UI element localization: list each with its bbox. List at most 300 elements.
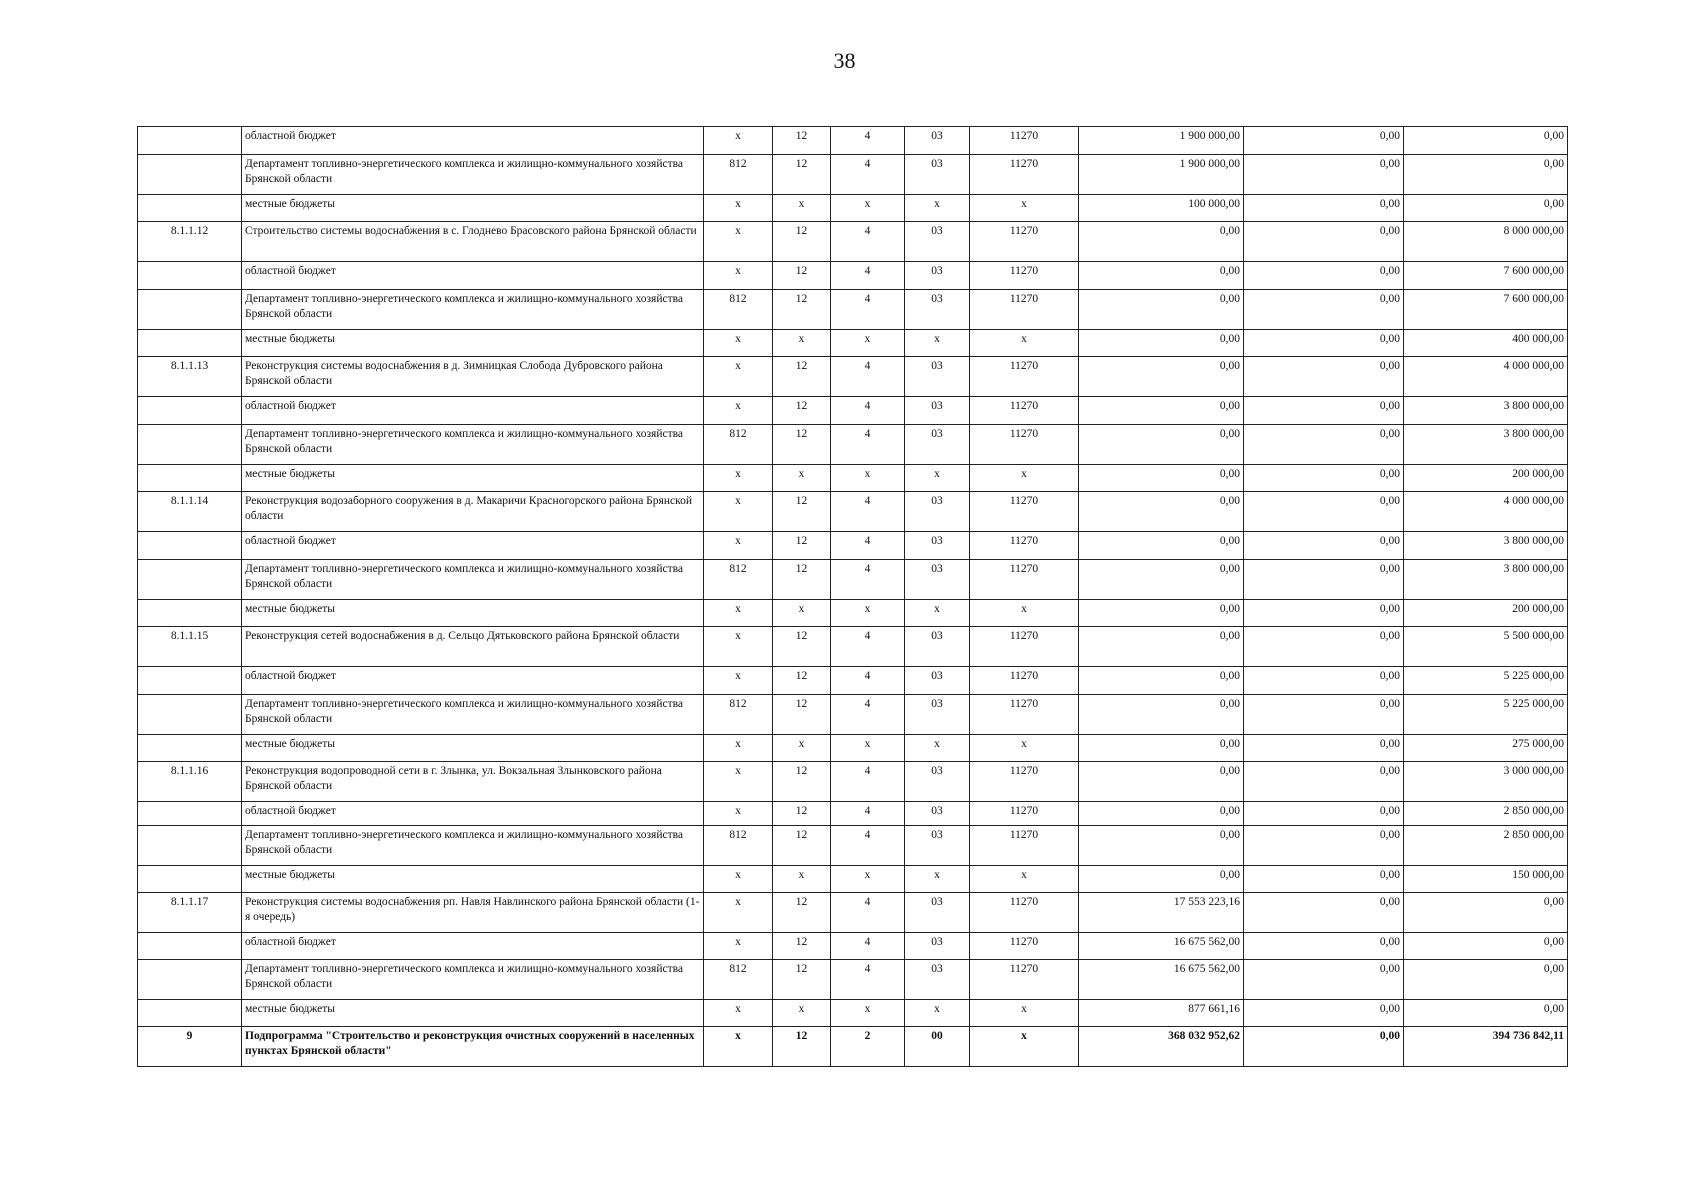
row-name: областной бюджет: [242, 667, 704, 695]
cell-amount-2: 0,00: [1244, 397, 1404, 425]
row-code: 8.1.1.14: [138, 492, 242, 532]
cell-amount-1: 0,00: [1079, 492, 1244, 532]
cell-amount-2: 0,00: [1244, 802, 1404, 826]
cell-amount-3: 0,00: [1404, 155, 1568, 195]
cell-amount-1: 0,00: [1079, 695, 1244, 735]
row-name: областной бюджет: [242, 802, 704, 826]
table-row: [138, 357, 1568, 397]
cell-vr: 11270: [970, 893, 1079, 933]
row-code: [138, 262, 242, 290]
cell-rz: 12: [773, 155, 831, 195]
cell-amount-1: 0,00: [1079, 762, 1244, 802]
cell-cs: 03: [905, 492, 970, 532]
row-name: Реконструкция водозаборного сооружения в д. Макаричи Красногорского района Брянской области: [242, 492, 704, 532]
cell-rz: 12: [773, 532, 831, 560]
cell-amount-2: 0,00: [1244, 127, 1404, 155]
cell-rz: 12: [773, 290, 831, 330]
row-code: 8.1.1.15: [138, 627, 242, 667]
cell-cs: 03: [905, 960, 970, 1000]
row-code: [138, 1000, 242, 1027]
cell-amount-1: 0,00: [1079, 627, 1244, 667]
row-name: областной бюджет: [242, 933, 704, 960]
cell-amount-1: 0,00: [1079, 866, 1244, 893]
cell-vr: х: [970, 465, 1079, 492]
cell-rz: х: [773, 1000, 831, 1027]
row-code: 9: [138, 1027, 242, 1067]
cell-amount-3: 0,00: [1404, 127, 1568, 155]
cell-amount-1: 0,00: [1079, 735, 1244, 762]
cell-vr: 11270: [970, 127, 1079, 155]
cell-amount-2: 0,00: [1244, 155, 1404, 195]
cell-cs: 03: [905, 290, 970, 330]
cell-amount-1: 0,00: [1079, 667, 1244, 695]
cell-amount-3: 0,00: [1404, 1000, 1568, 1027]
cell-gr: х: [704, 222, 773, 262]
cell-amount-2: 0,00: [1244, 826, 1404, 866]
page-number: 38: [833, 48, 856, 73]
table-row: [138, 425, 1568, 465]
row-code: [138, 330, 242, 357]
row-name: местные бюджеты: [242, 465, 704, 492]
cell-gr: х: [704, 933, 773, 960]
cell-rz: 12: [773, 667, 831, 695]
row-name: Реконструкция системы водоснабжения в д. Зимницкая Слобода Дубровского района Брянской области: [242, 357, 704, 397]
cell-vr: 11270: [970, 425, 1079, 465]
table-row: [138, 893, 1568, 933]
row-code: [138, 695, 242, 735]
table-row: [138, 826, 1568, 866]
cell-vr: 11270: [970, 397, 1079, 425]
row-code: [138, 397, 242, 425]
cell-rz: 12: [773, 893, 831, 933]
cell-amount-2: 0,00: [1244, 600, 1404, 627]
cell-amount-3: 7 600 000,00: [1404, 290, 1568, 330]
cell-gr: х: [704, 600, 773, 627]
row-name: Реконструкция сетей водоснабжения в д. Сельцо Дятьковского района Брянской области: [242, 627, 704, 667]
row-code: 8.1.1.13: [138, 357, 242, 397]
cell-vr: 11270: [970, 262, 1079, 290]
cell-rz: 12: [773, 560, 831, 600]
cell-cs: 03: [905, 425, 970, 465]
cell-amount-1: 368 032 952,62: [1079, 1027, 1244, 1067]
cell-cs: 03: [905, 397, 970, 425]
cell-amount-2: 0,00: [1244, 465, 1404, 492]
cell-cs: 03: [905, 222, 970, 262]
table-row: [138, 492, 1568, 532]
cell-gr: х: [704, 802, 773, 826]
cell-rz: 12: [773, 762, 831, 802]
row-name: Департамент топливно-энергетического комплекса и жилищно-коммунального хозяйства Брянской области: [242, 155, 704, 195]
cell-amount-1: 0,00: [1079, 425, 1244, 465]
cell-cs: х: [905, 735, 970, 762]
cell-rz: 12: [773, 1027, 831, 1067]
cell-amount-2: 0,00: [1244, 532, 1404, 560]
cell-gr: 812: [704, 695, 773, 735]
row-code: [138, 735, 242, 762]
cell-amount-2: 0,00: [1244, 357, 1404, 397]
cell-gr: 812: [704, 560, 773, 600]
table-body: [138, 127, 1568, 1067]
cell-pr: 4: [831, 290, 905, 330]
cell-rz: х: [773, 465, 831, 492]
cell-rz: 12: [773, 397, 831, 425]
row-code: [138, 826, 242, 866]
cell-pr: 4: [831, 960, 905, 1000]
cell-amount-2: 0,00: [1244, 667, 1404, 695]
cell-cs: 03: [905, 893, 970, 933]
cell-amount-3: 5 225 000,00: [1404, 695, 1568, 735]
table-row: [138, 735, 1568, 762]
cell-cs: х: [905, 1000, 970, 1027]
cell-cs: х: [905, 465, 970, 492]
cell-amount-3: 8 000 000,00: [1404, 222, 1568, 262]
cell-rz: 12: [773, 357, 831, 397]
row-name: Реконструкция водопроводной сети в г. Злынка, ул. Вокзальная Злынковского района Брянской области: [242, 762, 704, 802]
cell-cs: х: [905, 600, 970, 627]
cell-pr: 4: [831, 492, 905, 532]
cell-gr: х: [704, 667, 773, 695]
row-code: [138, 600, 242, 627]
cell-amount-3: 3 000 000,00: [1404, 762, 1568, 802]
cell-vr: 11270: [970, 357, 1079, 397]
row-name: местные бюджеты: [242, 330, 704, 357]
cell-gr: х: [704, 397, 773, 425]
cell-rz: 12: [773, 492, 831, 532]
cell-vr: 11270: [970, 933, 1079, 960]
cell-pr: 4: [831, 262, 905, 290]
table-row: [138, 667, 1568, 695]
cell-pr: х: [831, 1000, 905, 1027]
row-code: [138, 802, 242, 826]
row-name: Департамент топливно-энергетического комплекса и жилищно-коммунального хозяйства Брянской области: [242, 695, 704, 735]
cell-amount-3: 3 800 000,00: [1404, 425, 1568, 465]
cell-amount-2: 0,00: [1244, 425, 1404, 465]
row-code: [138, 425, 242, 465]
cell-cs: х: [905, 866, 970, 893]
cell-pr: 4: [831, 425, 905, 465]
table-row: [138, 195, 1568, 222]
cell-amount-1: 0,00: [1079, 357, 1244, 397]
table-row: [138, 933, 1568, 960]
cell-amount-2: 0,00: [1244, 762, 1404, 802]
cell-pr: х: [831, 735, 905, 762]
cell-rz: 12: [773, 222, 831, 262]
cell-pr: 4: [831, 627, 905, 667]
row-code: 8.1.1.16: [138, 762, 242, 802]
cell-vr: 11270: [970, 222, 1079, 262]
cell-amount-3: 2 850 000,00: [1404, 802, 1568, 826]
cell-amount-3: 200 000,00: [1404, 600, 1568, 627]
cell-cs: 03: [905, 532, 970, 560]
cell-gr: х: [704, 262, 773, 290]
cell-vr: х: [970, 1027, 1079, 1067]
cell-pr: 4: [831, 357, 905, 397]
row-name: местные бюджеты: [242, 195, 704, 222]
cell-rz: 12: [773, 960, 831, 1000]
cell-gr: х: [704, 1000, 773, 1027]
row-name: Департамент топливно-энергетического комплекса и жилищно-коммунального хозяйства Брянской области: [242, 826, 704, 866]
row-name: Подпрограмма "Строительство и реконструкция очистных сооружений в населенных пунктах Брянской области": [242, 1027, 704, 1067]
cell-amount-3: 4 000 000,00: [1404, 492, 1568, 532]
row-name: областной бюджет: [242, 532, 704, 560]
table-row: [138, 290, 1568, 330]
row-code: [138, 866, 242, 893]
cell-vr: 11270: [970, 667, 1079, 695]
cell-amount-3: 0,00: [1404, 195, 1568, 222]
table-row: [138, 222, 1568, 262]
cell-rz: 12: [773, 933, 831, 960]
cell-gr: 812: [704, 826, 773, 866]
row-code: [138, 933, 242, 960]
cell-amount-2: 0,00: [1244, 222, 1404, 262]
row-name: местные бюджеты: [242, 735, 704, 762]
table-row: [138, 762, 1568, 802]
row-name: Департамент топливно-энергетического комплекса и жилищно-коммунального хозяйства Брянской области: [242, 425, 704, 465]
cell-pr: 4: [831, 826, 905, 866]
row-code: [138, 560, 242, 600]
cell-vr: х: [970, 600, 1079, 627]
table-row: [138, 960, 1568, 1000]
cell-cs: 03: [905, 627, 970, 667]
cell-amount-1: 0,00: [1079, 802, 1244, 826]
cell-vr: 11270: [970, 290, 1079, 330]
cell-amount-1: 0,00: [1079, 826, 1244, 866]
row-code: [138, 667, 242, 695]
cell-amount-1: 0,00: [1079, 600, 1244, 627]
cell-amount-3: 3 800 000,00: [1404, 397, 1568, 425]
cell-cs: 03: [905, 262, 970, 290]
cell-gr: х: [704, 532, 773, 560]
cell-amount-3: 7 600 000,00: [1404, 262, 1568, 290]
cell-vr: 11270: [970, 492, 1079, 532]
cell-vr: 11270: [970, 627, 1079, 667]
table-row: [138, 127, 1568, 155]
row-name: областной бюджет: [242, 262, 704, 290]
cell-pr: 4: [831, 222, 905, 262]
row-name: местные бюджеты: [242, 866, 704, 893]
cell-rz: 12: [773, 695, 831, 735]
row-code: [138, 532, 242, 560]
cell-amount-1: 0,00: [1079, 262, 1244, 290]
table-row: [138, 155, 1568, 195]
cell-amount-2: 0,00: [1244, 1000, 1404, 1027]
cell-rz: х: [773, 600, 831, 627]
cell-cs: 03: [905, 802, 970, 826]
cell-amount-1: 0,00: [1079, 560, 1244, 600]
cell-amount-1: 0,00: [1079, 532, 1244, 560]
cell-vr: х: [970, 735, 1079, 762]
cell-cs: 03: [905, 357, 970, 397]
row-code: 8.1.1.17: [138, 893, 242, 933]
row-name: местные бюджеты: [242, 1000, 704, 1027]
cell-amount-1: 16 675 562,00: [1079, 960, 1244, 1000]
table-row: [138, 397, 1568, 425]
row-code: [138, 465, 242, 492]
row-code: [138, 155, 242, 195]
cell-vr: 11270: [970, 560, 1079, 600]
cell-cs: 03: [905, 667, 970, 695]
cell-amount-1: 16 675 562,00: [1079, 933, 1244, 960]
cell-gr: х: [704, 1027, 773, 1067]
cell-cs: 03: [905, 127, 970, 155]
cell-amount-1: 1 900 000,00: [1079, 127, 1244, 155]
table-row: [138, 1000, 1568, 1027]
row-name: областной бюджет: [242, 397, 704, 425]
cell-amount-2: 0,00: [1244, 866, 1404, 893]
cell-rz: х: [773, 866, 831, 893]
cell-amount-3: 394 736 842,11: [1404, 1027, 1568, 1067]
cell-gr: х: [704, 735, 773, 762]
cell-amount-2: 0,00: [1244, 492, 1404, 532]
cell-vr: 11270: [970, 532, 1079, 560]
row-code: [138, 960, 242, 1000]
cell-amount-2: 0,00: [1244, 195, 1404, 222]
cell-amount-3: 5 500 000,00: [1404, 627, 1568, 667]
cell-cs: х: [905, 195, 970, 222]
cell-amount-2: 0,00: [1244, 560, 1404, 600]
cell-gr: 812: [704, 960, 773, 1000]
cell-amount-2: 0,00: [1244, 695, 1404, 735]
cell-amount-1: 0,00: [1079, 290, 1244, 330]
table-row: [138, 802, 1568, 826]
cell-amount-1: 0,00: [1079, 330, 1244, 357]
cell-pr: 4: [831, 802, 905, 826]
cell-pr: 2: [831, 1027, 905, 1067]
cell-gr: х: [704, 330, 773, 357]
row-name: Реконструкция системы водоснабжения рп. Навля Навлинского района Брянской области (1-я очередь): [242, 893, 704, 933]
cell-amount-3: 150 000,00: [1404, 866, 1568, 893]
cell-amount-3: 200 000,00: [1404, 465, 1568, 492]
cell-rz: 12: [773, 826, 831, 866]
cell-cs: 03: [905, 155, 970, 195]
cell-pr: х: [831, 600, 905, 627]
cell-vr: 11270: [970, 155, 1079, 195]
cell-cs: 03: [905, 695, 970, 735]
cell-gr: х: [704, 357, 773, 397]
cell-cs: 03: [905, 560, 970, 600]
cell-pr: 4: [831, 155, 905, 195]
cell-amount-2: 0,00: [1244, 290, 1404, 330]
cell-vr: 11270: [970, 762, 1079, 802]
cell-gr: х: [704, 195, 773, 222]
cell-pr: 4: [831, 532, 905, 560]
table-row: [138, 262, 1568, 290]
cell-rz: х: [773, 735, 831, 762]
table-row: [138, 330, 1568, 357]
cell-gr: х: [704, 627, 773, 667]
cell-amount-3: 0,00: [1404, 933, 1568, 960]
cell-cs: 03: [905, 762, 970, 802]
cell-vr: х: [970, 195, 1079, 222]
cell-rz: х: [773, 330, 831, 357]
cell-pr: 4: [831, 397, 905, 425]
cell-cs: х: [905, 330, 970, 357]
cell-rz: 12: [773, 262, 831, 290]
cell-amount-3: 3 800 000,00: [1404, 560, 1568, 600]
table-row: [138, 532, 1568, 560]
cell-amount-3: 3 800 000,00: [1404, 532, 1568, 560]
row-code: [138, 290, 242, 330]
row-name: областной бюджет: [242, 127, 704, 155]
cell-amount-3: 0,00: [1404, 960, 1568, 1000]
cell-vr: 11270: [970, 826, 1079, 866]
row-code: [138, 195, 242, 222]
row-code: [138, 127, 242, 155]
cell-pr: х: [831, 465, 905, 492]
cell-cs: 00: [905, 1027, 970, 1067]
cell-amount-3: 4 000 000,00: [1404, 357, 1568, 397]
cell-amount-2: 0,00: [1244, 330, 1404, 357]
cell-pr: х: [831, 195, 905, 222]
cell-amount-1: 100 000,00: [1079, 195, 1244, 222]
cell-pr: 4: [831, 667, 905, 695]
cell-pr: 4: [831, 695, 905, 735]
cell-gr: х: [704, 893, 773, 933]
table-row: [138, 695, 1568, 735]
cell-pr: 4: [831, 933, 905, 960]
cell-pr: х: [831, 866, 905, 893]
cell-amount-2: 0,00: [1244, 735, 1404, 762]
cell-vr: 11270: [970, 960, 1079, 1000]
cell-vr: 11270: [970, 802, 1079, 826]
cell-gr: х: [704, 127, 773, 155]
cell-amount-3: 2 850 000,00: [1404, 826, 1568, 866]
cell-pr: 4: [831, 560, 905, 600]
cell-amount-2: 0,00: [1244, 1027, 1404, 1067]
cell-amount-1: 877 661,16: [1079, 1000, 1244, 1027]
row-name: Департамент топливно-энергетического комплекса и жилищно-коммунального хозяйства Брянской области: [242, 290, 704, 330]
cell-cs: 03: [905, 933, 970, 960]
row-name: Строительство системы водоснабжения в с. Глоднево Брасовского района Брянской области: [242, 222, 704, 262]
cell-gr: 812: [704, 290, 773, 330]
row-code: 8.1.1.12: [138, 222, 242, 262]
budget-table: [137, 126, 1568, 1067]
cell-amount-2: 0,00: [1244, 627, 1404, 667]
cell-vr: х: [970, 330, 1079, 357]
cell-amount-2: 0,00: [1244, 960, 1404, 1000]
cell-amount-2: 0,00: [1244, 262, 1404, 290]
cell-amount-3: 5 225 000,00: [1404, 667, 1568, 695]
cell-gr: х: [704, 492, 773, 532]
cell-cs: 03: [905, 826, 970, 866]
cell-rz: 12: [773, 627, 831, 667]
cell-rz: 12: [773, 127, 831, 155]
cell-rz: 12: [773, 425, 831, 465]
cell-rz: х: [773, 195, 831, 222]
table-row: [138, 600, 1568, 627]
cell-amount-2: 0,00: [1244, 893, 1404, 933]
cell-pr: 4: [831, 127, 905, 155]
table-row: [138, 866, 1568, 893]
cell-rz: 12: [773, 802, 831, 826]
cell-gr: х: [704, 762, 773, 802]
row-name: Департамент топливно-энергетического комплекса и жилищно-коммунального хозяйства Брянской области: [242, 560, 704, 600]
cell-amount-1: 0,00: [1079, 465, 1244, 492]
cell-vr: х: [970, 1000, 1079, 1027]
cell-amount-1: 17 553 223,16: [1079, 893, 1244, 933]
cell-vr: 11270: [970, 695, 1079, 735]
cell-amount-3: 275 000,00: [1404, 735, 1568, 762]
cell-amount-3: 0,00: [1404, 893, 1568, 933]
cell-pr: 4: [831, 762, 905, 802]
cell-amount-1: 0,00: [1079, 222, 1244, 262]
cell-amount-1: 1 900 000,00: [1079, 155, 1244, 195]
cell-pr: 4: [831, 893, 905, 933]
cell-gr: 812: [704, 155, 773, 195]
cell-gr: 812: [704, 425, 773, 465]
cell-amount-1: 0,00: [1079, 397, 1244, 425]
table-row: [138, 1027, 1568, 1067]
